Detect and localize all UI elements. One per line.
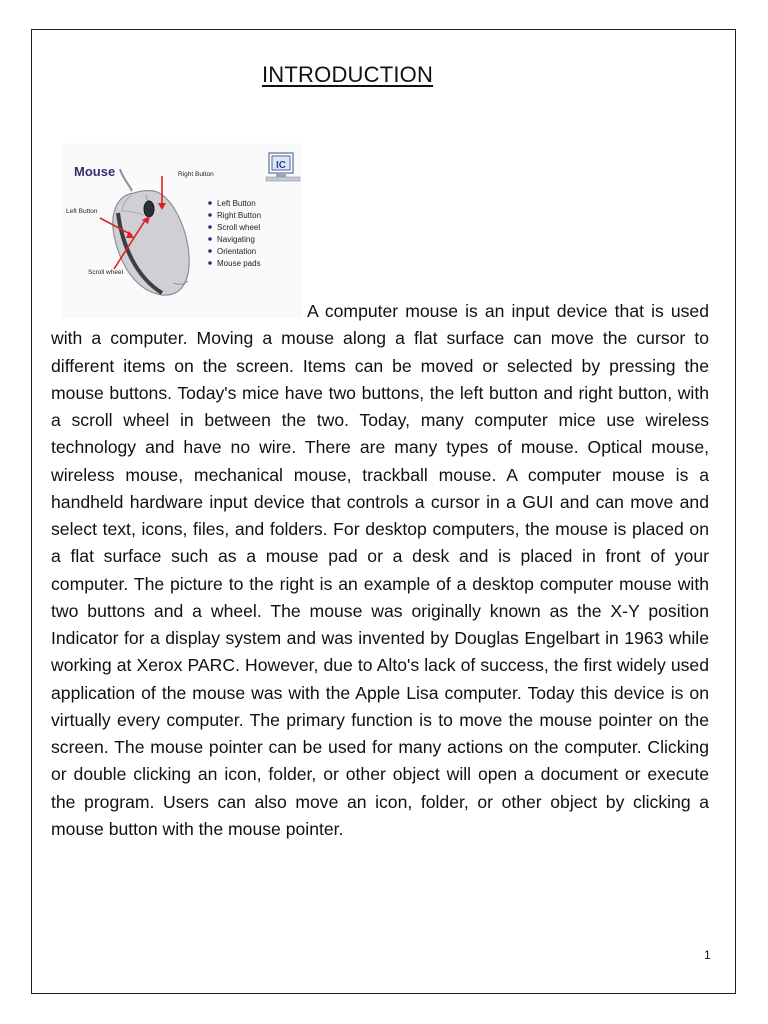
left-button-label: Left Button bbox=[66, 208, 98, 215]
feature-item: Navigating bbox=[217, 235, 255, 244]
bullet-icon bbox=[208, 261, 212, 265]
body-paragraph-text: A computer mouse is an input device that is used with a computer. Moving a mouse along a flat surface can move the cursor to different items on the screen. Items can be moved or selected by pressing the mouse buttons. Today's mice have two buttons, the left button and right button, with a scroll wheel in between the two. Today, many computer mice use wireless technology and have no wire. There are many types of mouse. Optical mouse, wireless mouse, mechanical mouse, trackball mouse. A computer mouse is a handheld hardware input device that controls a cursor in a GUI and can move and select text, icons, files, and folders. For desktop computers, the mouse is placed on a flat surface such as a mouse pad or a desk and is placed in front of your computer. The picture to the right is an example of a desktop computer mouse with two buttons and a wheel. The mouse was originally known as the X-Y position Indicator for a display system and was invented by Douglas Engelbart in 1963 while working at Xerox PARC. However, due to Alto's lack of success, the first widely used application of the mouse was with the Apple Lisa computer. Today this device is on virtually every computer. The primary function is to move the mouse pointer on the screen. The mouse pointer can be used for many actions on the computer. Clicking or double clicking an icon, folder, or other object will open a document or execute the program. Users can also move an icon, folder, or other object by clicking a mouse button with the mouse pointer. bbox=[51, 301, 709, 839]
scroll-wheel-label: Scroll wheel bbox=[88, 269, 124, 276]
bullet-icon bbox=[208, 249, 212, 253]
feature-item: Orientation bbox=[217, 247, 257, 256]
page-title: INTRODUCTION bbox=[262, 62, 434, 87]
feature-item: Right Button bbox=[217, 211, 262, 220]
bullet-icon bbox=[208, 225, 212, 229]
bullet-icon bbox=[208, 237, 212, 241]
page-number: 1 bbox=[704, 948, 711, 962]
feature-list bbox=[208, 199, 261, 268]
feature-item: Scroll wheel bbox=[217, 223, 261, 232]
logo-text: IC bbox=[276, 160, 286, 171]
mouse-illustration bbox=[113, 191, 189, 296]
body-paragraph bbox=[51, 298, 709, 843]
bullet-icon bbox=[208, 213, 212, 217]
feature-item: Mouse pads bbox=[217, 259, 261, 268]
mouse-figure bbox=[62, 143, 302, 318]
feature-item: Left Button bbox=[217, 199, 256, 208]
computer-logo-icon bbox=[266, 153, 300, 181]
right-button-label: Right Button bbox=[178, 171, 214, 178]
bullet-icon bbox=[208, 201, 212, 205]
mouse-cord bbox=[120, 169, 132, 191]
scroll-wheel-icon bbox=[144, 201, 154, 217]
figure-title: Mouse bbox=[74, 164, 116, 179]
